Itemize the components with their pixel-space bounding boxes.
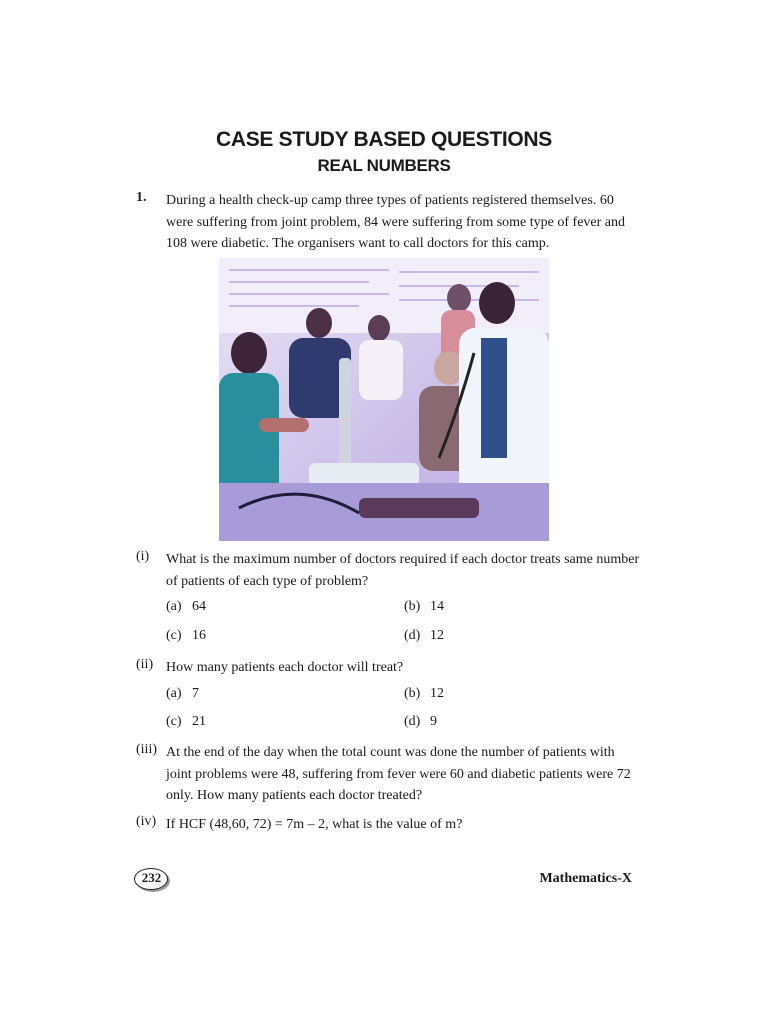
part-ii-label: (ii) bbox=[136, 657, 154, 672]
page-number-badge bbox=[134, 868, 168, 890]
part-ii-option-c bbox=[166, 714, 206, 730]
page-title: CASE STUDY BASED QUESTIONS bbox=[215, 128, 553, 151]
option-label: (c) bbox=[166, 628, 182, 643]
part-iii-label: (iii) bbox=[136, 742, 157, 757]
option-value: 14 bbox=[430, 599, 444, 614]
part-ii-option-a bbox=[166, 686, 199, 702]
part-ii-option-b bbox=[404, 686, 444, 702]
part-i-option-d bbox=[404, 628, 444, 644]
part-iv-label: (iv) bbox=[136, 814, 157, 829]
part-i-text: What is the maximum number of doctors required if each doctor treats same number of patients of each type of problem? bbox=[166, 552, 640, 589]
option-label: (a) bbox=[166, 686, 182, 701]
question-intro: During a health check-up camp three types of patients registered themselves. 60 were suffering from joint problem, 84 were suffering from some type of fever and 108 were diabetic. The organisers want to call doctors for this camp. bbox=[166, 193, 626, 251]
option-value: 16 bbox=[192, 628, 206, 643]
subject-label: Mathematics-X bbox=[539, 871, 632, 886]
option-label: (d) bbox=[404, 714, 421, 729]
part-i-option-c bbox=[166, 628, 206, 644]
health-camp-photo bbox=[219, 258, 549, 541]
option-label: (b) bbox=[404, 599, 421, 614]
part-iv-text: If HCF (48,60, 72) = 7m – 2, what is the value of m? bbox=[166, 817, 463, 832]
option-value: 12 bbox=[430, 628, 444, 643]
option-label: (d) bbox=[404, 628, 421, 643]
part-i-label: (i) bbox=[136, 549, 150, 564]
page-number: 232 bbox=[141, 870, 162, 885]
page-subtitle: REAL NUMBERS bbox=[317, 156, 451, 175]
option-label: (a) bbox=[166, 599, 182, 614]
option-value: 64 bbox=[192, 599, 206, 614]
option-label: (c) bbox=[166, 714, 182, 729]
part-i-option-a bbox=[166, 599, 206, 615]
part-ii-text: How many patients each doctor will treat? bbox=[166, 660, 404, 675]
option-value: 9 bbox=[430, 714, 437, 729]
part-i-option-b bbox=[404, 599, 444, 615]
option-value: 12 bbox=[430, 686, 444, 701]
part-ii-option-d bbox=[404, 714, 437, 730]
question-number: 1. bbox=[136, 190, 147, 205]
part-iii-text: At the end of the day when the total count was done the number of patients with joint problems were 48, suffering from fever were 60 and diabetic patients were 72 only. How many patients each doctor treated? bbox=[166, 745, 631, 803]
option-value: 7 bbox=[192, 686, 199, 701]
option-label: (b) bbox=[404, 686, 421, 701]
option-value: 21 bbox=[192, 714, 206, 729]
